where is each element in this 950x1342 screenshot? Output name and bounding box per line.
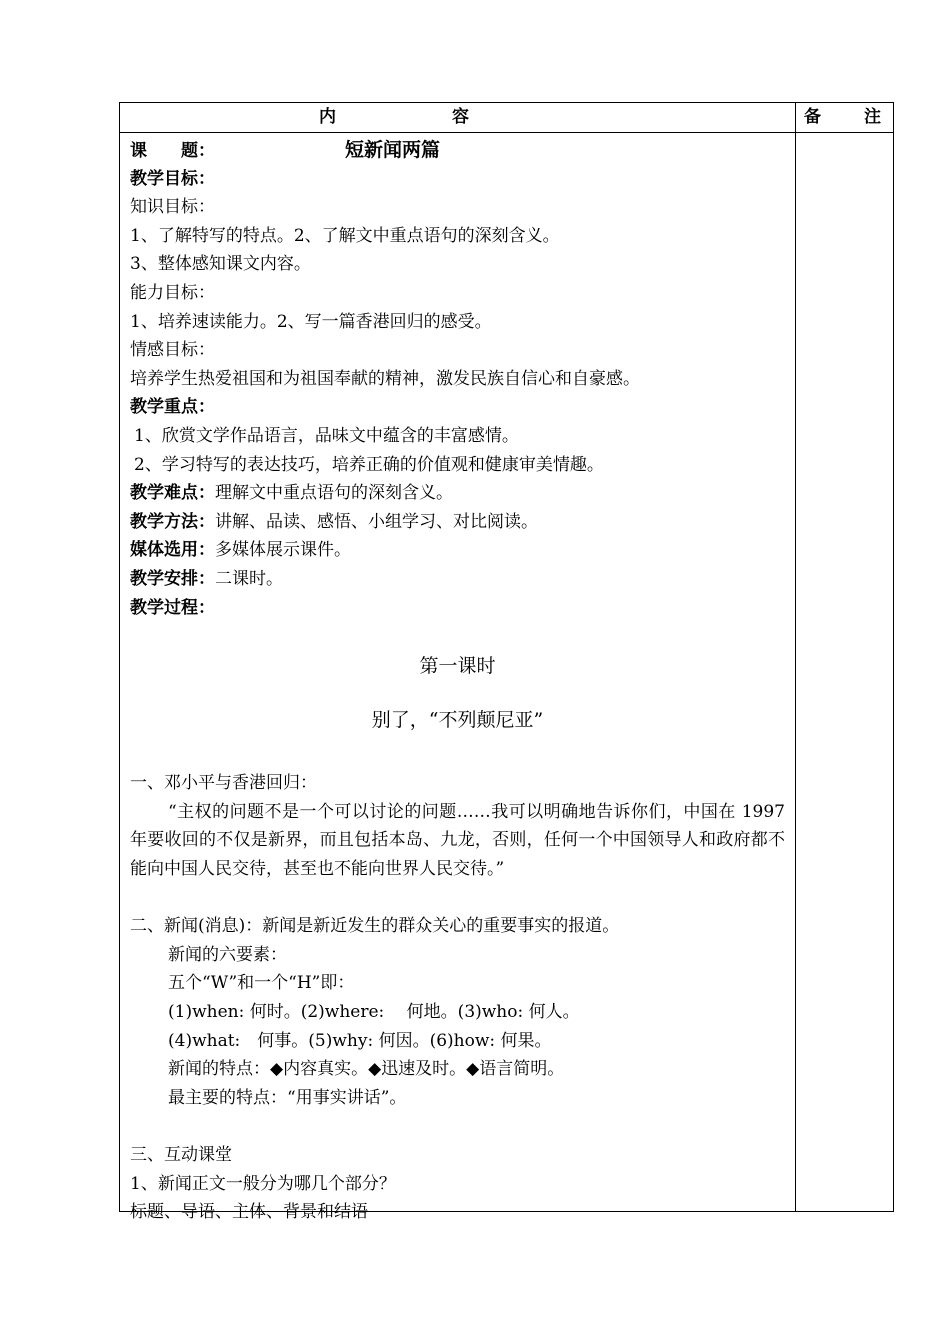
knowledge-goal-2: 3、整体感知课文内容。 bbox=[130, 254, 311, 275]
header-content-char-2: 容 bbox=[452, 107, 469, 127]
topic-label: 课 题： bbox=[130, 141, 215, 161]
section-2-line-4: (4)what: 何事。(5)why: 何因。(6)how: 何果。 bbox=[168, 1030, 552, 1051]
keypoints-label: 教学重点： bbox=[130, 397, 215, 418]
spacer bbox=[130, 884, 785, 913]
knowledge-goal-1: 1、了解特写的特点。2、了解文中重点语句的深刻含义。 bbox=[130, 225, 560, 246]
knowledge-label: 知识目标： bbox=[130, 197, 215, 218]
section-2-title: 二、新闻(消息)：新闻是新近发生的群众关心的重要事实的报道。 bbox=[130, 916, 620, 937]
method-label: 教学方法： bbox=[130, 511, 215, 532]
section-2-line-6: 最主要的特点：“用事实讲话”。 bbox=[168, 1087, 407, 1108]
media-row bbox=[130, 536, 785, 565]
section-2-line-5: 新闻的特点：◆内容真实。◆迅速及时。◆语言简明。 bbox=[168, 1059, 565, 1080]
ability-label: 能力目标： bbox=[130, 282, 215, 303]
section-3-title: 三、互动课堂 bbox=[130, 1145, 232, 1165]
emotion-label: 情感目标： bbox=[130, 340, 215, 361]
keypoint-1: 1、欣赏文学作品语言，品味文中蕴含的丰富感情。 bbox=[134, 425, 519, 446]
section-2-line-1: 新闻的六要素： bbox=[168, 944, 287, 965]
ability-goal-1: 1、培养速读能力。2、写一篇香港回归的感受。 bbox=[130, 311, 492, 332]
emotion-goal-1: 培养学生热爱祖国和为祖国奉献的精神，激发民族自信心和自豪感。 bbox=[130, 368, 640, 389]
process-label: 教学过程： bbox=[130, 597, 215, 618]
header-remarks-char-1: 备 bbox=[804, 107, 821, 127]
section-2-line-2: 五个“W”和一个“H”即： bbox=[168, 973, 355, 994]
section-3-question-1: 1、新闻正文一般分为哪几个部分？ bbox=[130, 1173, 396, 1194]
keypoint-2: 2、学习特写的表达技巧，培养正确的价值观和健康审美情趣。 bbox=[134, 454, 604, 475]
content-cell bbox=[130, 136, 785, 1227]
topic-row bbox=[130, 136, 785, 165]
section-1-quote: “主权的问题不是一个可以讨论的问题……我可以明确地告诉你们，中国在 1997 年要收回的不仅是新界，而且包括本岛、九龙，否则，任何一个中国领导人和政府都不能向中国人民交待，甚至也不能向世界人民交待。” bbox=[130, 801, 785, 880]
header-divider bbox=[120, 132, 893, 133]
header-remarks-char-2: 注 bbox=[864, 107, 881, 127]
difficulty-row bbox=[130, 479, 785, 508]
goals-label: 教学目标： bbox=[130, 168, 215, 189]
media-label: 媒体选用： bbox=[130, 540, 215, 561]
article-title: 别了，“不列颠尼亚” bbox=[371, 708, 544, 731]
difficulty-value: 理解文中重点语句的深刻含义。 bbox=[215, 483, 453, 504]
difficulty-label: 教学难点： bbox=[130, 483, 215, 504]
media-value: 多媒体展示课件。 bbox=[215, 540, 351, 561]
header-content-char-1: 内 bbox=[319, 107, 336, 127]
spacer bbox=[130, 622, 785, 651]
method-row bbox=[130, 508, 785, 537]
schedule-value: 二课时。 bbox=[215, 568, 283, 589]
topic-value: 短新闻两篇 bbox=[345, 139, 441, 161]
spacer bbox=[130, 681, 785, 699]
period-title: 第一课时 bbox=[419, 654, 496, 677]
column-divider bbox=[795, 103, 796, 1211]
section-1-title: 一、邓小平与香港回归： bbox=[130, 773, 317, 794]
section-3-answer-1: 标题、导语、主体、背景和结语 bbox=[130, 1202, 368, 1223]
method-value: 讲解、品读、感悟、小组学习、对比阅读。 bbox=[215, 511, 538, 532]
lesson-table bbox=[119, 102, 894, 1223]
schedule-row bbox=[130, 565, 785, 594]
section-2-line-3: (1)when: 何时。(2)where: 何地。(3)who: 何人。 bbox=[168, 1002, 580, 1023]
spacer bbox=[130, 1112, 785, 1141]
spacer bbox=[130, 741, 785, 770]
schedule-label: 教学安排： bbox=[130, 568, 215, 589]
